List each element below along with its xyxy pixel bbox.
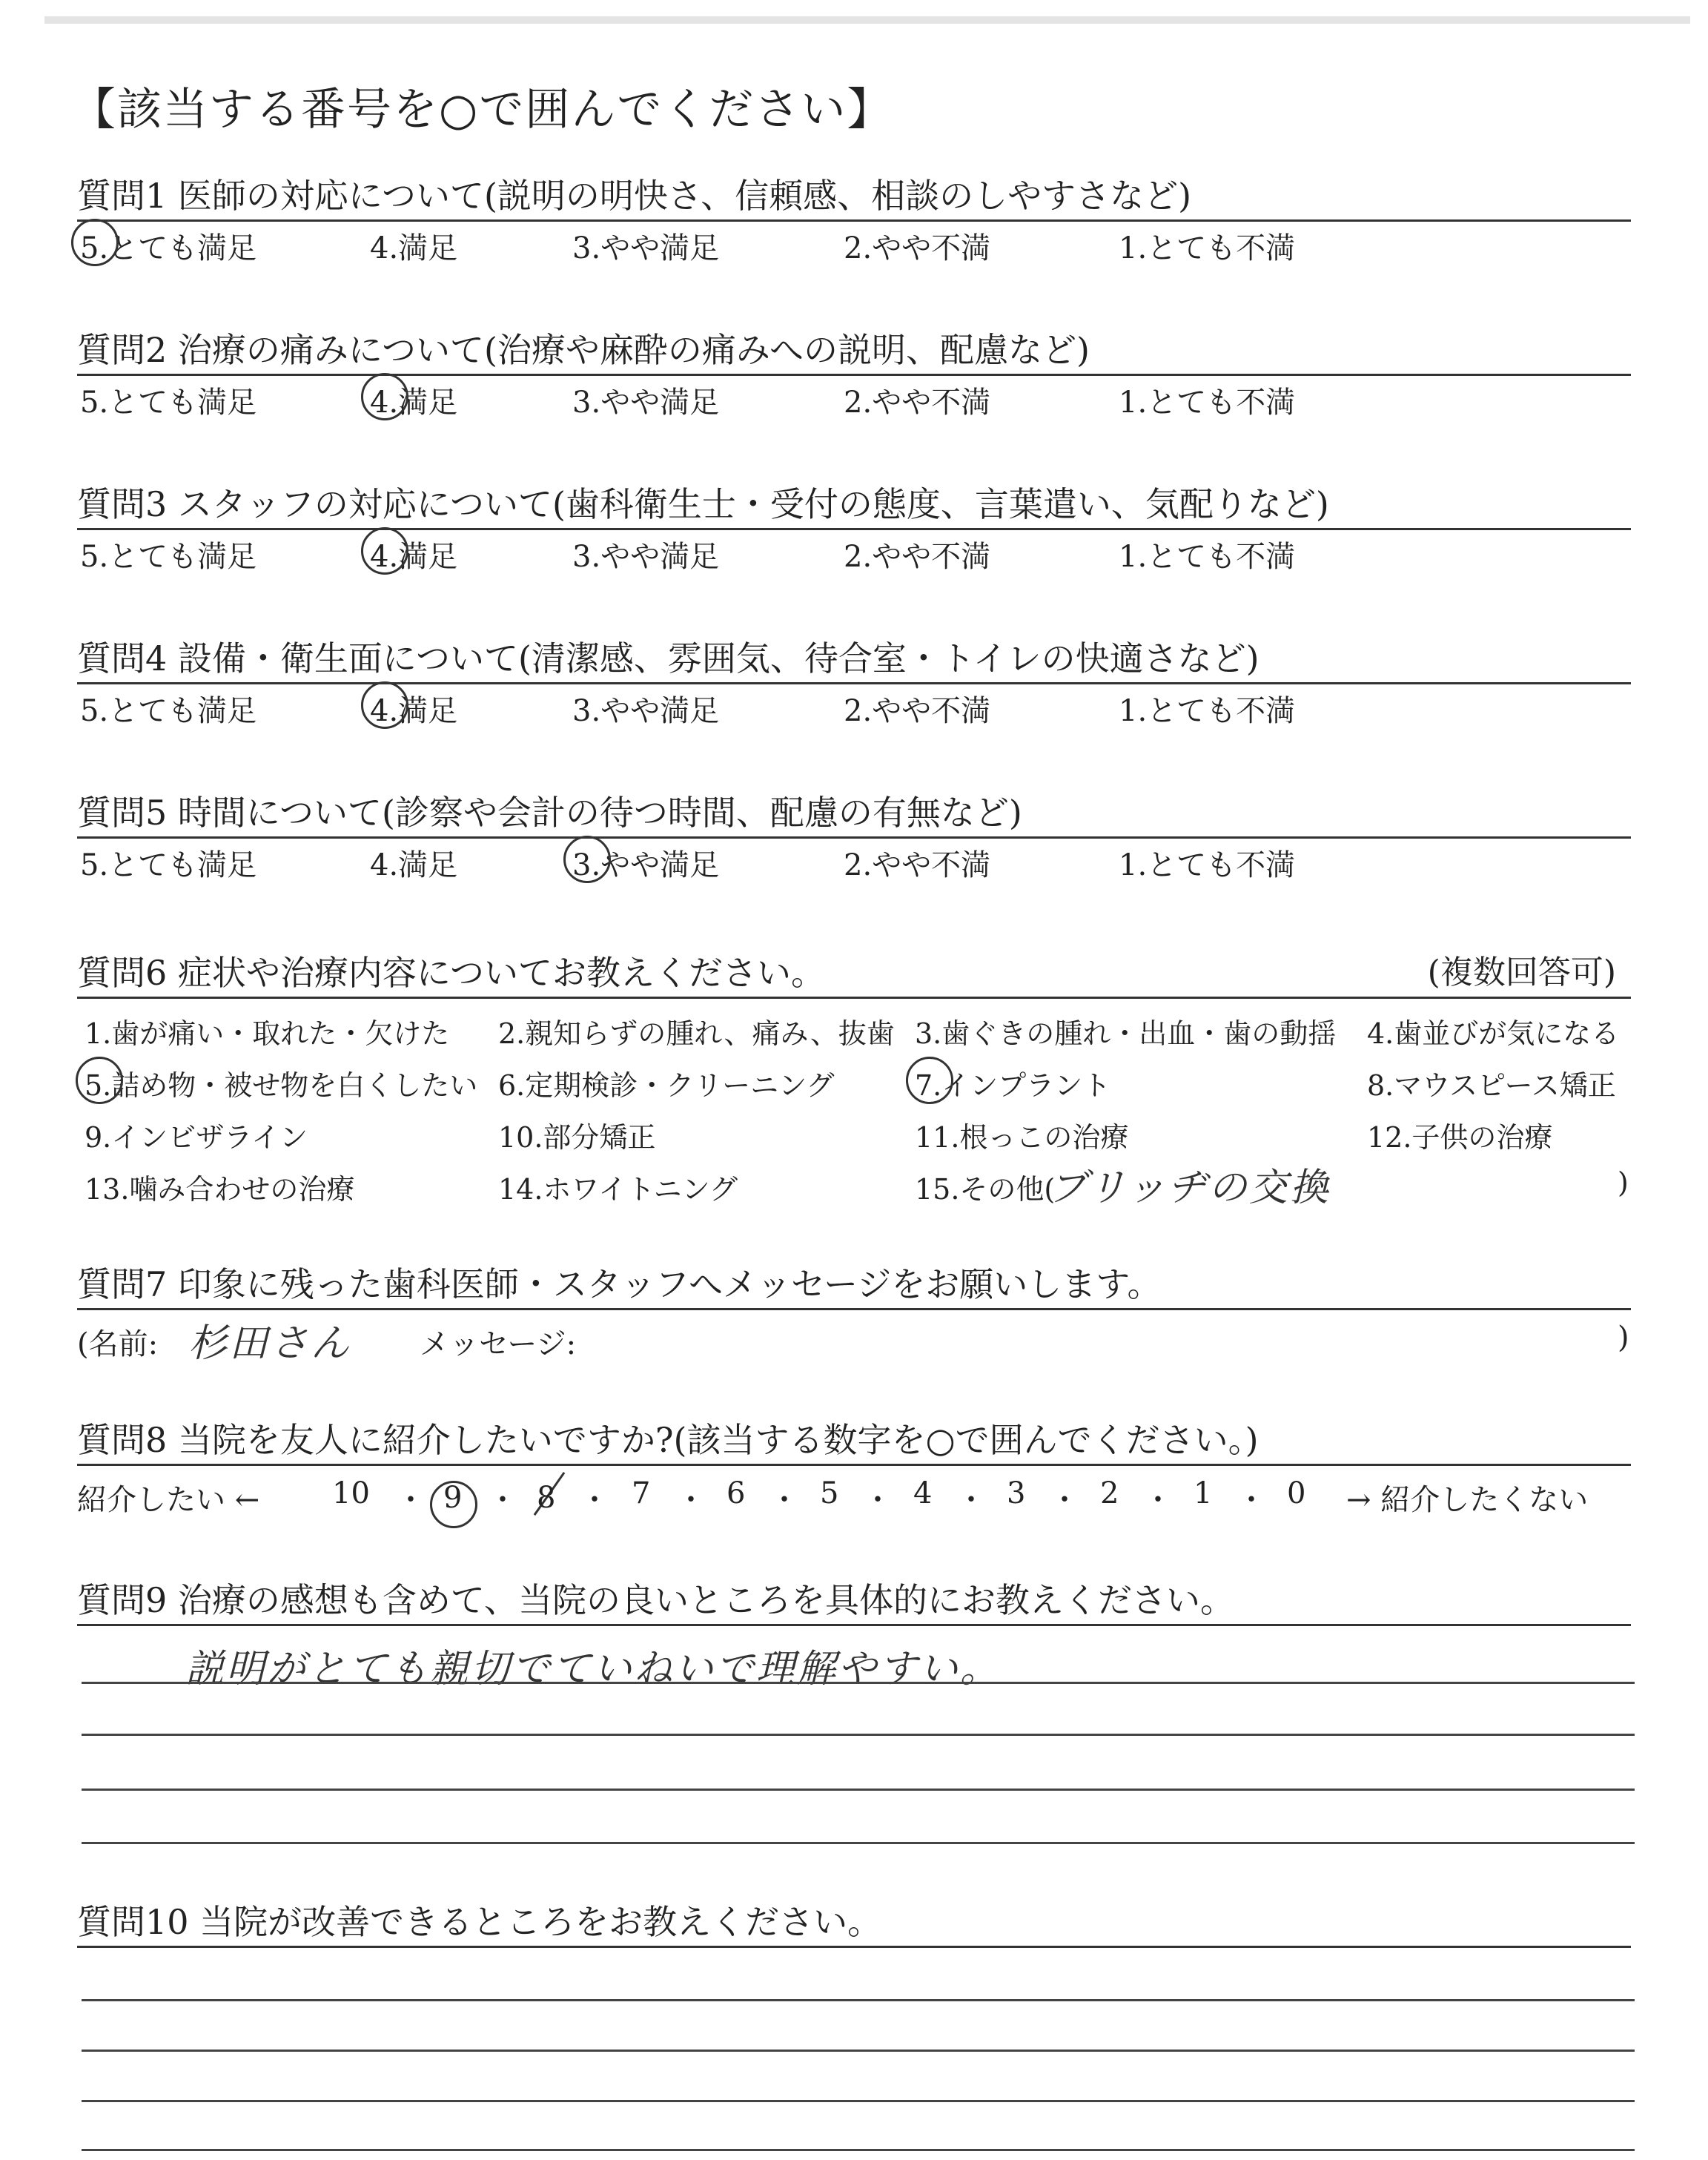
scale-right-label: → 紹介したくない [1346, 1483, 1589, 1517]
option-5[interactable]: 5.とても満足 [80, 540, 257, 574]
option-5[interactable]: 5.とても満足 [80, 386, 257, 420]
selected-circle [563, 836, 611, 883]
answer-line [82, 1842, 1635, 1844]
answer-line [82, 2050, 1635, 2052]
scale-dot: ・ [1050, 1483, 1079, 1517]
selected-circle [71, 219, 119, 266]
treatment-item-15[interactable]: 15.その他( [915, 1173, 1056, 1206]
message-close-paren: ) [1618, 1321, 1629, 1355]
option-2[interactable]: 2.やや不満 [844, 540, 991, 574]
scan-edge [44, 16, 1690, 24]
selected-circle [361, 373, 408, 420]
selected-circle [361, 527, 408, 575]
rating-options [77, 376, 1631, 420]
question-6 [77, 949, 1631, 1226]
scale-dot: ・ [396, 1483, 426, 1517]
answer-line [82, 2149, 1635, 2151]
option-3[interactable]: 3.やや満足 [572, 386, 720, 420]
question-title: 質問10 当院が改善できるところをお教えください。 [77, 1898, 1631, 1948]
question-7 [77, 1261, 1631, 1366]
option-3[interactable]: 3.やや満足 [572, 231, 720, 265]
q9-handwritten-answer[interactable]: 説明がとても親切でていねいで理解やすい。 [185, 1647, 1002, 1691]
scale-dot: ・ [863, 1483, 893, 1517]
question-title: 質問1 医師の対応について(説明の明快さ、信頼感、相談のしやすさなど) [77, 172, 1631, 222]
question-1 [77, 172, 1631, 266]
treatment-item-4[interactable]: 4.歯並びが気になる [1367, 1017, 1620, 1050]
scale-2[interactable]: 2 [1100, 1476, 1119, 1510]
question-2 [77, 326, 1631, 420]
question-title: 質問4 設備・衛生面について(清潔感、雰囲気、待合室・トイレの快適さなど) [77, 635, 1631, 684]
rating-options [77, 684, 1631, 729]
option-4[interactable]: 4.満足 [370, 379, 457, 421]
option-2[interactable]: 2.やや不満 [844, 231, 991, 265]
other-close-paren: ) [1618, 1166, 1629, 1199]
question-title: 質問3 スタッフの対応について(歯科衛生士・受付の態度、言葉遣い、気配りなど) [77, 480, 1631, 530]
multiple-answers-note: (複数回答可) [1427, 954, 1616, 991]
scale-dot: ・ [1237, 1483, 1266, 1517]
form-header: 【該当する番号を○で囲んでください】 [71, 84, 893, 136]
question-title: 質問7 印象に残った歯科医師・スタッフへメッセージをお願いします。 [77, 1261, 1631, 1310]
scale-dot: ・ [580, 1483, 609, 1517]
treatment-checklist [77, 1011, 1631, 1226]
selected-circle [906, 1057, 953, 1104]
rating-options [77, 839, 1631, 883]
scale-10[interactable]: 10 [332, 1476, 370, 1510]
treatment-item-1[interactable]: 1.歯が痛い・取れた・欠けた [85, 1017, 450, 1050]
option-3[interactable]: 3.やや満足 [572, 540, 720, 574]
question-8 [77, 1416, 1631, 1516]
scale-0[interactable]: 0 [1287, 1476, 1306, 1510]
scale-3[interactable]: 3 [1007, 1476, 1026, 1510]
option-4[interactable]: 4.満足 [370, 687, 457, 730]
treatment-item-14[interactable]: 14.ホワイトニング [498, 1173, 738, 1206]
option-1[interactable]: 1.とても不満 [1119, 848, 1296, 882]
treatment-item-5[interactable]: 5.詰め物・被せ物を白くしたい [85, 1063, 477, 1103]
option-2[interactable]: 2.やや不満 [844, 848, 991, 882]
name-handwritten[interactable]: 杉田さん [188, 1321, 352, 1366]
question-title [77, 949, 1631, 999]
option-5[interactable]: 5.とても満足 [80, 694, 257, 728]
option-5[interactable]: 5.とても満足 [80, 225, 256, 267]
question-10 [77, 1898, 1631, 1948]
scale-6[interactable]: 6 [726, 1476, 746, 1510]
question-title: 質問2 治療の痛みについて(治療や麻酔の痛みへの説明、配慮など) [77, 326, 1631, 376]
option-1[interactable]: 1.とても不満 [1119, 540, 1296, 574]
scale-dot: ・ [676, 1483, 706, 1517]
treatment-item-2[interactable]: 2.親知らずの腫れ、痛み、抜歯 [498, 1017, 895, 1050]
answer-line [82, 1682, 1635, 1684]
treatment-item-13[interactable]: 13.噛み合わせの治療 [85, 1173, 355, 1206]
option-3[interactable]: 3.やや満足 [572, 842, 719, 884]
question-6-title-text: 質問6 症状や治療内容についてお教えください。 [77, 953, 825, 993]
treatment-item-9[interactable]: 9.インビザライン [85, 1121, 308, 1154]
treatment-item-11[interactable]: 11.根っこの治療 [915, 1121, 1129, 1154]
option-3[interactable]: 3.やや満足 [572, 694, 720, 728]
answer-line [82, 2100, 1635, 2102]
selected-circle [361, 681, 408, 729]
question-title: 質問8 当院を友人に紹介したいですか?(該当する数字を○で囲んでください。) [77, 1416, 1631, 1466]
question-9 [77, 1576, 1631, 1626]
question-5 [77, 789, 1631, 883]
message-label: メッセージ: [420, 1327, 577, 1361]
scale-dot: ・ [488, 1483, 517, 1517]
selected-circle [76, 1057, 123, 1104]
rating-options [77, 530, 1631, 575]
rating-options [77, 222, 1631, 266]
scale-dot: ・ [956, 1483, 986, 1517]
answer-line [82, 1734, 1635, 1736]
answer-line [82, 1789, 1635, 1791]
option-1[interactable]: 1.とても不満 [1119, 386, 1296, 420]
option-2[interactable]: 2.やや不満 [844, 694, 991, 728]
option-4[interactable]: 4.満足 [370, 533, 457, 575]
question-title: 質問9 治療の感想も含めて、当院の良いところを具体的にお教えください。 [77, 1576, 1631, 1626]
scale-left-label: 紹介したい ← [77, 1483, 260, 1517]
treatment-item-6[interactable]: 6.定期検診・クリーニング [498, 1069, 835, 1102]
option-1[interactable]: 1.とても不満 [1119, 231, 1296, 265]
scale-dot: ・ [1143, 1483, 1173, 1517]
scale-1[interactable]: 1 [1194, 1476, 1213, 1510]
option-1[interactable]: 1.とても不満 [1119, 694, 1296, 728]
question-title: 質問5 時間について(診察や会計の待つ時間、配慮の有無など) [77, 789, 1631, 839]
treatment-item-8[interactable]: 8.マウスピース矯正 [1367, 1069, 1616, 1102]
option-5[interactable]: 5.とても満足 [80, 848, 257, 882]
treatment-item-3[interactable]: 3.歯ぐきの腫れ・出血・歯の動揺 [915, 1017, 1337, 1050]
scale-4[interactable]: 4 [913, 1476, 933, 1510]
treatment-item-10[interactable]: 10.部分矯正 [498, 1121, 656, 1154]
option-4[interactable]: 4.満足 [370, 231, 458, 265]
question-4 [77, 635, 1631, 729]
scale-dot: ・ [769, 1483, 799, 1517]
name-label: (名前: [77, 1327, 159, 1361]
treatment-item-12[interactable]: 12.子供の治療 [1367, 1121, 1553, 1154]
treatment-item-7[interactable]: 7.インプラント [915, 1063, 1110, 1103]
option-4[interactable]: 4.満足 [370, 848, 458, 882]
answer-line [82, 1999, 1635, 2001]
scale-5[interactable]: 5 [820, 1476, 839, 1510]
message-row [77, 1316, 1631, 1366]
scale-7[interactable]: 7 [632, 1476, 651, 1510]
recommend-scale: 紹介したい ← 10 ・ 9 ・ 8 ・ 7 ・ 6 ・ 5 ・ 4 ・ 3 ・ 2 ・ 1 ・ 0 → 紹介したくない [77, 1472, 1631, 1516]
other-handwritten-answer[interactable]: ブリッヂの交換 [1048, 1166, 1331, 1210]
question-3 [77, 480, 1631, 575]
option-2[interactable]: 2.やや不満 [844, 386, 991, 420]
